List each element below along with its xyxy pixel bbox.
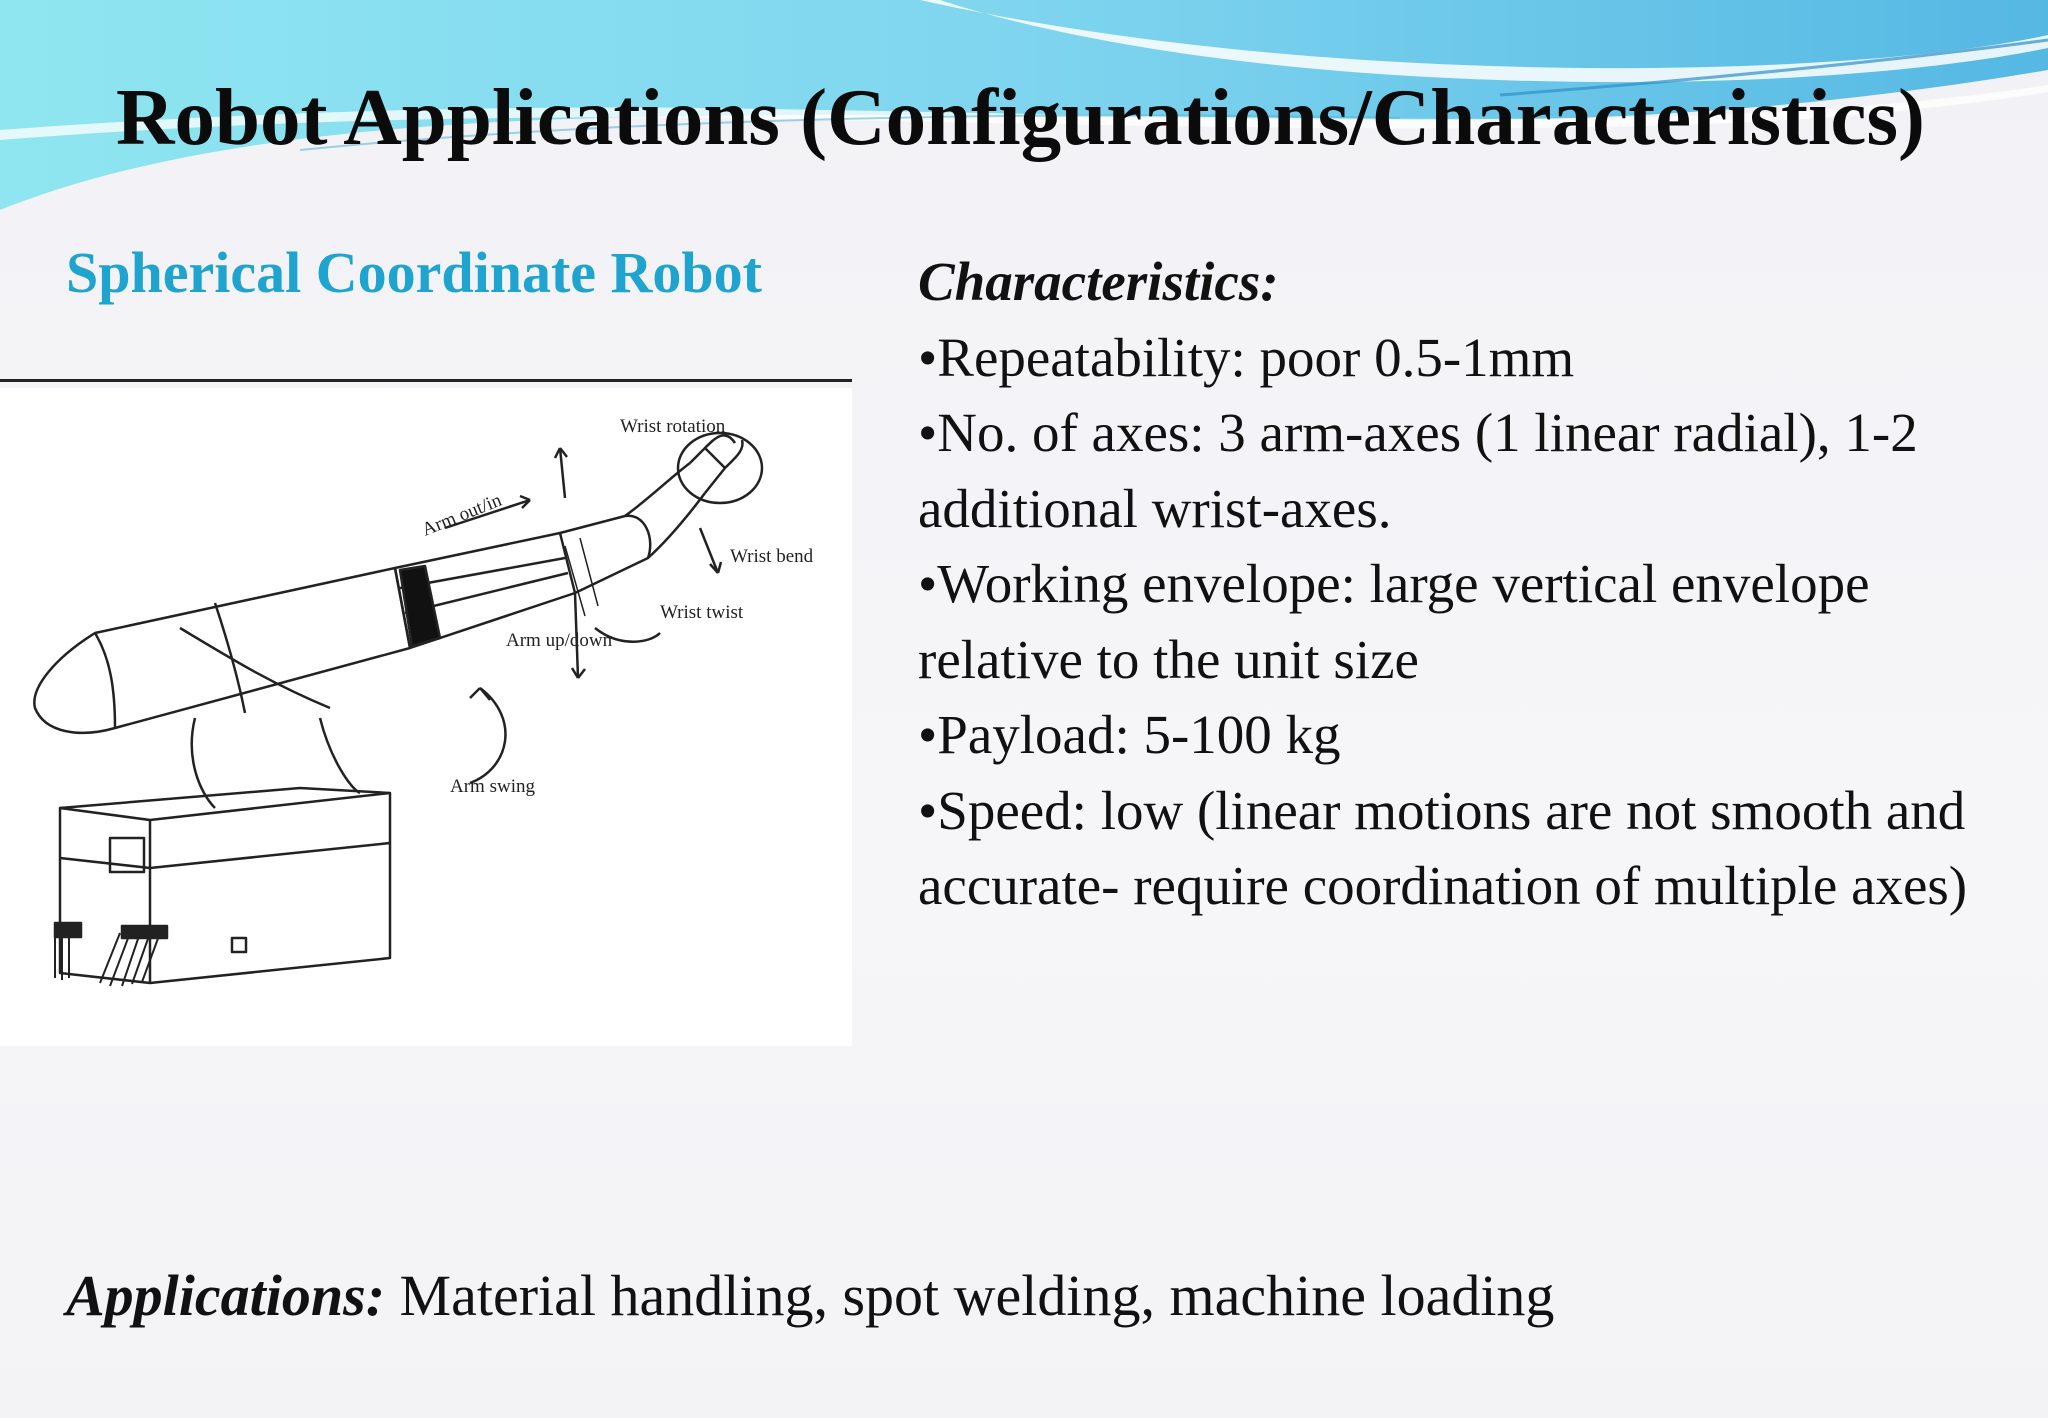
- figure-top-rule: [0, 379, 852, 382]
- robot-figure: [0, 388, 852, 1046]
- characteristics-section: [918, 244, 2038, 924]
- label-wrist-twist: Wrist twist: [660, 602, 744, 623]
- characteristics-list: [918, 320, 2038, 924]
- characteristic-axes: •No. of axes: 3 arm-axes (1 linear radial), 1-2 additional wrist-axes.: [918, 402, 1918, 539]
- label-wrist-bend: Wrist bend: [730, 546, 814, 567]
- characteristic-repeatability: •Repeatability: poor 0.5-1mm: [918, 326, 1575, 388]
- characteristic-payload: •Payload: 5-100 kg: [918, 704, 1341, 765]
- slide-title: Robot Applications (Configurations/Characteristics): [116, 72, 1925, 162]
- label-arm-out-in: Arm out/in: [419, 489, 505, 541]
- robot-type-subtitle: Spherical Coordinate Robot: [66, 240, 762, 305]
- applications-line: [66, 1258, 1554, 1334]
- characteristics-heading: Characteristics:: [918, 251, 1279, 312]
- spherical-robot-drawing: [0, 388, 852, 1046]
- applications-text: Material handling, spot welding, machine loading: [385, 1263, 1555, 1328]
- characteristic-speed: •Speed: low (linear motions are not smooth and accurate- require coordination of multiple axes): [918, 779, 1968, 916]
- label-arm-up-down: Arm up/down: [506, 630, 613, 651]
- characteristic-working-envelope: •Working envelope: large vertical envelope relative to the unit size: [918, 553, 1870, 690]
- applications-label: Applications:: [66, 1263, 386, 1328]
- label-wrist-rotation: Wrist rotation: [620, 416, 726, 437]
- label-arm-swing: Arm swing: [450, 776, 535, 797]
